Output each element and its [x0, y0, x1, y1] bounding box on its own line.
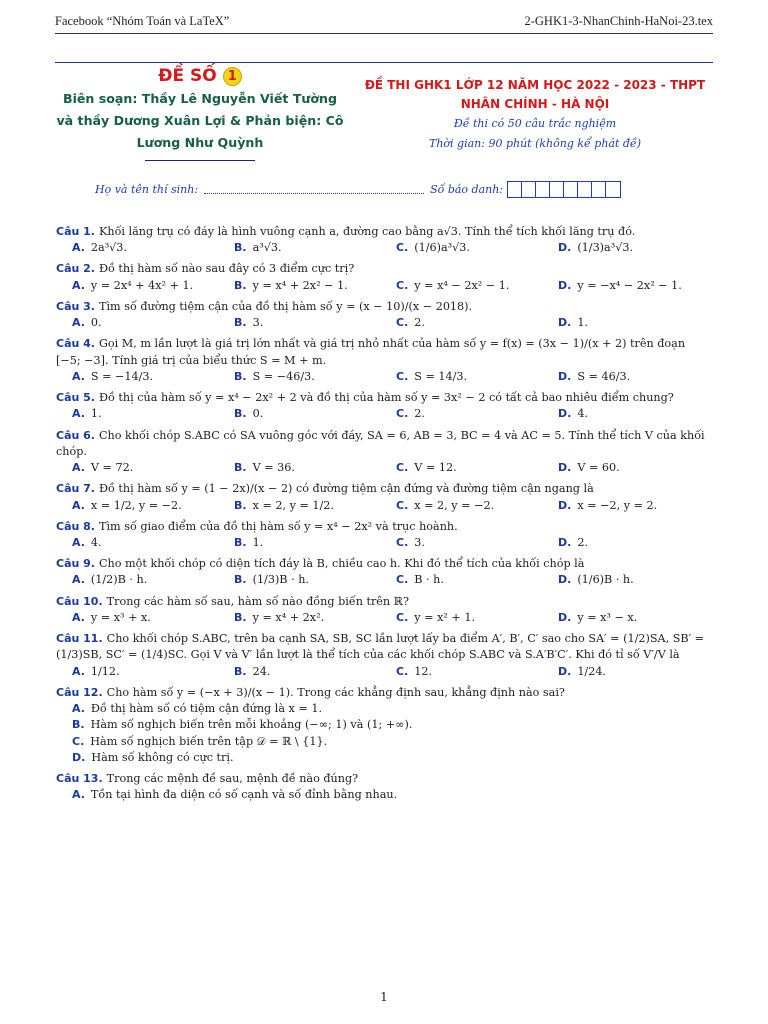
option-letter: A.	[72, 498, 85, 512]
answer-option[interactable]	[234, 664, 396, 680]
question-text	[56, 631, 712, 663]
question	[56, 685, 712, 766]
option-text: 1.	[577, 316, 588, 330]
answer-options	[72, 240, 712, 256]
question-label: Câu 10.	[56, 594, 103, 608]
option-text: V = 72.	[90, 461, 134, 475]
option-letter: A.	[72, 664, 85, 678]
option-letter: C.	[396, 461, 409, 475]
answer-option[interactable]	[234, 315, 396, 331]
option-text: 3.	[252, 316, 264, 330]
answer-options	[72, 406, 712, 422]
option-letter: A.	[72, 407, 85, 421]
candidate-id-boxes[interactable]	[507, 181, 621, 198]
answer-option[interactable]	[234, 535, 396, 551]
page-number: 1	[380, 990, 388, 1004]
answer-option[interactable]	[396, 498, 558, 514]
answer-option[interactable]	[396, 240, 558, 256]
exam-title: ĐỀ THI GHK1 LỚP 12 NĂM HỌC 2022 - 2023 - THPT NHÂN CHÍNH - HÀ NỘI	[364, 78, 706, 111]
option-text: B · h.	[414, 573, 444, 587]
answer-option[interactable]	[396, 315, 558, 331]
question	[56, 390, 712, 422]
option-text: y = x² + 1.	[414, 610, 476, 624]
answer-option[interactable]	[72, 734, 712, 750]
answer-option[interactable]	[72, 460, 234, 476]
question-list	[56, 224, 712, 809]
header-right: 2-GHK1-3-NhanChinh-HaNoi-23.tex	[524, 14, 713, 28]
option-text: 1.	[252, 535, 264, 549]
option-text: 2.	[577, 535, 588, 549]
option-text: 1.	[90, 407, 102, 421]
question-label: Câu 9.	[56, 557, 95, 571]
option-letter: A.	[72, 241, 85, 255]
option-letter: D.	[558, 369, 572, 383]
option-letter: D.	[558, 278, 572, 292]
option-letter: B.	[234, 241, 247, 255]
question-stem: Tìm số giao điểm của đồ thị hàm số y = x⁴ − 2x² và trục hoành.	[99, 519, 458, 533]
answer-options	[72, 610, 712, 626]
answer-options	[72, 498, 712, 514]
answer-option[interactable]	[72, 535, 234, 551]
option-letter: B.	[234, 498, 247, 512]
question	[56, 299, 712, 331]
answer-option[interactable]	[72, 240, 234, 256]
question-stem: Đồ thị của hàm số y = x⁴ − 2x² + 2 và đồ thị của hàm số y = 3x² − 2 có tất cả bao nhiêu điểm chung?	[99, 391, 674, 405]
question-text	[56, 299, 712, 315]
option-text: 4.	[90, 535, 102, 549]
option-letter: B.	[234, 461, 247, 475]
option-letter: A.	[72, 316, 85, 330]
answer-options	[72, 535, 712, 551]
option-letter: D.	[558, 664, 572, 678]
question-stem: Khối lăng trụ có đáy là hình vuông cạnh a, đường cao bằng a√3. Tính thể tích khối lăng trụ đó.	[99, 225, 636, 238]
answer-options	[72, 278, 712, 294]
option-letter: D.	[558, 316, 572, 330]
answer-options	[72, 664, 712, 680]
question-label: Câu 11.	[56, 632, 103, 646]
question-stem: Tìm số đường tiệm cận của đồ thị hàm số y = (x − 10)/(x − 2018).	[99, 299, 473, 313]
answer-option[interactable]	[396, 572, 558, 588]
question-label: Câu 12.	[56, 685, 103, 699]
answer-option[interactable]	[558, 278, 720, 294]
question-stem: Đồ thị hàm số nào sau đây có 3 điểm cực trị?	[99, 262, 355, 276]
answer-option[interactable]	[396, 369, 558, 385]
question-label: Câu 7.	[56, 482, 95, 496]
answer-option[interactable]	[558, 406, 720, 422]
question	[56, 261, 712, 293]
option-letter: A.	[72, 573, 85, 587]
answer-option[interactable]	[72, 498, 234, 514]
question	[56, 481, 712, 513]
option-text: 0.	[252, 407, 264, 421]
answer-option[interactable]	[396, 664, 558, 680]
question	[56, 336, 712, 385]
option-text: (1/3)B · h.	[252, 573, 309, 587]
answer-option[interactable]	[396, 278, 558, 294]
answer-option[interactable]	[234, 240, 396, 256]
answer-option[interactable]	[396, 460, 558, 476]
question	[56, 631, 712, 680]
option-letter: C.	[396, 610, 409, 624]
option-text: x = 2, y = 1/2.	[252, 498, 334, 512]
answer-option[interactable]	[396, 610, 558, 626]
option-letter: D.	[558, 610, 572, 624]
option-letter: A.	[72, 369, 85, 383]
option-letter: C.	[396, 535, 409, 549]
answer-options	[56, 787, 712, 803]
exam-number-badge: 1	[223, 67, 242, 86]
option-text: 0.	[90, 316, 102, 330]
option-text: (1/3)a³√3.	[577, 241, 634, 255]
answer-option[interactable]	[72, 369, 234, 385]
option-text: Hàm số nghịch biến trên mỗi khoảng (−∞; 1) và (1; +∞).	[90, 718, 413, 732]
question-text	[56, 771, 712, 787]
exam-duration: Thời gian: 90 phút (không kể phát đề)	[428, 137, 641, 150]
answer-option[interactable]	[558, 460, 720, 476]
option-text: 2a³√3.	[90, 241, 127, 255]
option-letter: B.	[234, 664, 247, 678]
option-text: y = x³ + x.	[90, 610, 151, 624]
question-stem: Cho khối chóp S.ABC, trên ba cạnh SA, SB, SC lần lượt lấy ba điểm A′, B′, C′ sao cho SA′ = (1/2)SA, SB′ = (1/3)SB, SC′ = (1/4)SC. Gọi V và V′ lần lượt là thể tích của các khối chóp S.ABC và S.A′B′C′. Khi đó tỉ số V′/V là	[56, 632, 705, 662]
option-letter: B.	[72, 718, 85, 732]
answer-option[interactable]	[72, 664, 234, 680]
answer-option[interactable]	[558, 610, 720, 626]
candidate-name-field[interactable]	[204, 185, 424, 194]
question	[56, 428, 712, 477]
option-letter: D.	[558, 461, 572, 475]
answer-option[interactable]	[234, 460, 396, 476]
question-stem: Gọi M, m lần lượt là giá trị lớn nhất và giá trị nhỏ nhất của hàm số y = f(x) = (3x − 1)/(x + 2) trên đoạn [−5; −3]. Tính giá trị của biểu thức S = M + m.	[56, 337, 686, 367]
option-text: y = x⁴ + 2x² − 1.	[252, 278, 348, 292]
title-left-block	[55, 66, 345, 161]
answer-option[interactable]	[72, 717, 712, 733]
answer-option[interactable]	[234, 406, 396, 422]
option-letter: B.	[234, 573, 247, 587]
answer-option[interactable]	[558, 369, 720, 385]
question-stem: Trong các mệnh đề sau, mệnh đề nào đúng?	[106, 772, 359, 786]
header-left: Facebook “Nhóm Toán và LaTeX”	[55, 14, 230, 28]
title-rule	[55, 62, 713, 63]
option-letter: B.	[234, 407, 247, 421]
answer-option[interactable]	[72, 315, 234, 331]
question-label: Câu 6.	[56, 428, 95, 442]
running-header	[55, 12, 713, 34]
question-text	[56, 428, 712, 460]
question-text	[56, 556, 712, 572]
question-label: Câu 2.	[56, 262, 95, 276]
answer-option[interactable]	[234, 610, 396, 626]
option-text: (1/2)B · h.	[90, 573, 148, 587]
option-letter: A.	[72, 610, 85, 624]
option-text: V = 36.	[252, 461, 295, 475]
option-letter: A.	[72, 702, 85, 716]
title-right-block	[350, 76, 720, 154]
question	[56, 519, 712, 551]
option-text: 24.	[252, 664, 271, 678]
answer-option[interactable]	[72, 750, 712, 766]
answer-option[interactable]	[558, 498, 720, 514]
option-text: 4.	[577, 407, 588, 421]
de-so-label: ĐỀ SỐ	[158, 66, 217, 86]
option-letter: C.	[396, 498, 409, 512]
answer-option[interactable]	[396, 535, 558, 551]
answer-option[interactable]	[72, 701, 712, 717]
question-text	[56, 261, 712, 277]
option-text: V = 60.	[577, 461, 620, 475]
option-text: S = 46/3.	[577, 369, 631, 383]
question-stem: Cho khối chóp S.ABC có SA vuông góc với đáy, SA = 6, AB = 3, BC = 4 và AC = 5. Tính thể tích V của khối chóp.	[56, 428, 705, 458]
answer-option[interactable]	[72, 572, 234, 588]
option-letter: C.	[396, 407, 409, 421]
question-text	[56, 519, 712, 535]
answer-option[interactable]	[558, 240, 720, 256]
option-text: y = −x⁴ − 2x² − 1.	[577, 278, 682, 292]
option-letter: B.	[234, 610, 247, 624]
option-letter: C.	[396, 664, 409, 678]
answer-option[interactable]	[234, 498, 396, 514]
option-text: y = x⁴ − 2x² − 1.	[414, 278, 510, 292]
option-letter: B.	[234, 535, 247, 549]
question-label: Câu 8.	[56, 519, 95, 533]
option-text: (1/6)B · h.	[577, 573, 634, 587]
question-stem: Cho hàm số y = (−x + 3)/(x − 1). Trong các khẳng định sau, khẳng định nào sai?	[106, 685, 565, 699]
question-text	[56, 685, 712, 701]
option-letter: D.	[558, 498, 572, 512]
answer-options	[72, 572, 712, 588]
question-stem: Trong các hàm số sau, hàm số nào đồng biến trên ℝ?	[106, 594, 409, 608]
option-text: 3.	[414, 535, 425, 549]
question-label: Câu 1.	[56, 225, 95, 238]
answer-option[interactable]	[72, 787, 712, 803]
option-text: x = 2, y = −2.	[414, 498, 495, 512]
question	[56, 771, 712, 803]
option-text: Đồ thị hàm số có tiệm cận đứng là x = 1.	[90, 702, 323, 716]
candidate-name-label: Họ và tên thí sinh:	[95, 183, 199, 196]
option-letter: B.	[234, 369, 247, 383]
option-text: 2.	[414, 316, 425, 330]
answer-option[interactable]	[72, 406, 234, 422]
compiler-credits: Biên soạn: Thầy Lê Nguyễn Viết Tường và thầy Dương Xuân Lợi & Phản biện: Cô Lương Như Quỳnh	[56, 91, 344, 150]
answer-option[interactable]	[558, 664, 720, 680]
question-stem: Cho một khối chóp có diện tích đáy là B, chiều cao h. Khi đó thể tích của khối chóp là	[99, 557, 585, 571]
option-text: 1/24.	[577, 664, 606, 678]
answer-option[interactable]	[558, 315, 720, 331]
question-label: Câu 4.	[56, 337, 95, 351]
question-stem: Đồ thị hàm số y = (1 − 2x)/(x − 2) có đường tiệm cận đứng và đường tiệm cận ngang là	[99, 482, 594, 496]
option-letter: A.	[72, 535, 85, 549]
option-letter: D.	[558, 535, 572, 549]
question-label: Câu 13.	[56, 772, 103, 786]
exam-number-heading	[55, 66, 345, 86]
option-letter: D.	[558, 407, 572, 421]
option-text: x = 1/2, y = −2.	[90, 498, 182, 512]
option-text: 2.	[414, 407, 425, 421]
option-letter: C.	[396, 573, 409, 587]
option-letter: D.	[558, 573, 572, 587]
answer-option[interactable]	[396, 406, 558, 422]
answer-option[interactable]	[558, 572, 720, 588]
option-text: Hàm số nghịch biến trên tập 𝒟 = ℝ \ {1}.	[90, 734, 328, 748]
answer-option[interactable]	[234, 572, 396, 588]
option-text: y = 2x⁴ + 4x² + 1.	[90, 278, 194, 292]
question-count: Đề thi có 50 câu trắc nghiệm	[453, 117, 617, 130]
option-text: x = −2, y = 2.	[577, 498, 658, 512]
option-text: 12.	[414, 664, 433, 678]
option-letter: A.	[72, 278, 85, 292]
answer-options	[56, 701, 712, 766]
option-text: Hàm số không có cực trị.	[91, 750, 234, 764]
question-text	[56, 390, 712, 406]
question-label: Câu 3.	[56, 299, 95, 313]
answer-option[interactable]	[72, 278, 234, 294]
question	[56, 224, 712, 256]
option-text: y = x³ − x.	[577, 610, 638, 624]
question-text	[56, 336, 712, 368]
answer-option[interactable]	[234, 278, 396, 294]
option-letter: A.	[72, 788, 85, 802]
answer-options	[72, 369, 712, 385]
option-text: (1/6)a³√3.	[414, 241, 470, 255]
separator-line	[145, 160, 255, 161]
option-text: 1/12.	[90, 664, 120, 678]
answer-options	[72, 315, 712, 331]
answer-option[interactable]	[234, 369, 396, 385]
option-letter: C.	[396, 241, 409, 255]
option-letter: C.	[396, 369, 409, 383]
option-letter: D.	[72, 750, 86, 764]
option-letter: C.	[396, 278, 409, 292]
question-text	[56, 224, 712, 240]
candidate-info	[95, 181, 621, 198]
option-text: V = 12.	[414, 461, 457, 475]
option-letter: A.	[72, 461, 85, 475]
option-letter: C.	[396, 316, 409, 330]
question-text	[56, 481, 712, 497]
option-letter: D.	[558, 241, 572, 255]
candidate-id-label: Số báo danh:	[430, 183, 504, 196]
option-text: S = 14/3.	[414, 369, 468, 383]
option-text: y = x⁴ + 2x².	[252, 610, 325, 624]
option-letter: C.	[72, 734, 85, 748]
question	[56, 556, 712, 588]
question-label: Câu 5.	[56, 391, 95, 405]
option-text: S = −14/3.	[90, 369, 154, 383]
question-text	[56, 594, 712, 610]
answer-option[interactable]	[72, 610, 234, 626]
option-text: Tồn tại hình đa diện có số cạnh và số đỉnh bằng nhau.	[90, 788, 398, 802]
option-letter: B.	[234, 278, 247, 292]
option-letter: B.	[234, 316, 247, 330]
question	[56, 594, 712, 626]
answer-options	[72, 460, 712, 476]
answer-option[interactable]	[558, 535, 720, 551]
option-text: S = −46/3.	[252, 369, 315, 383]
option-text: a³√3.	[252, 241, 282, 255]
